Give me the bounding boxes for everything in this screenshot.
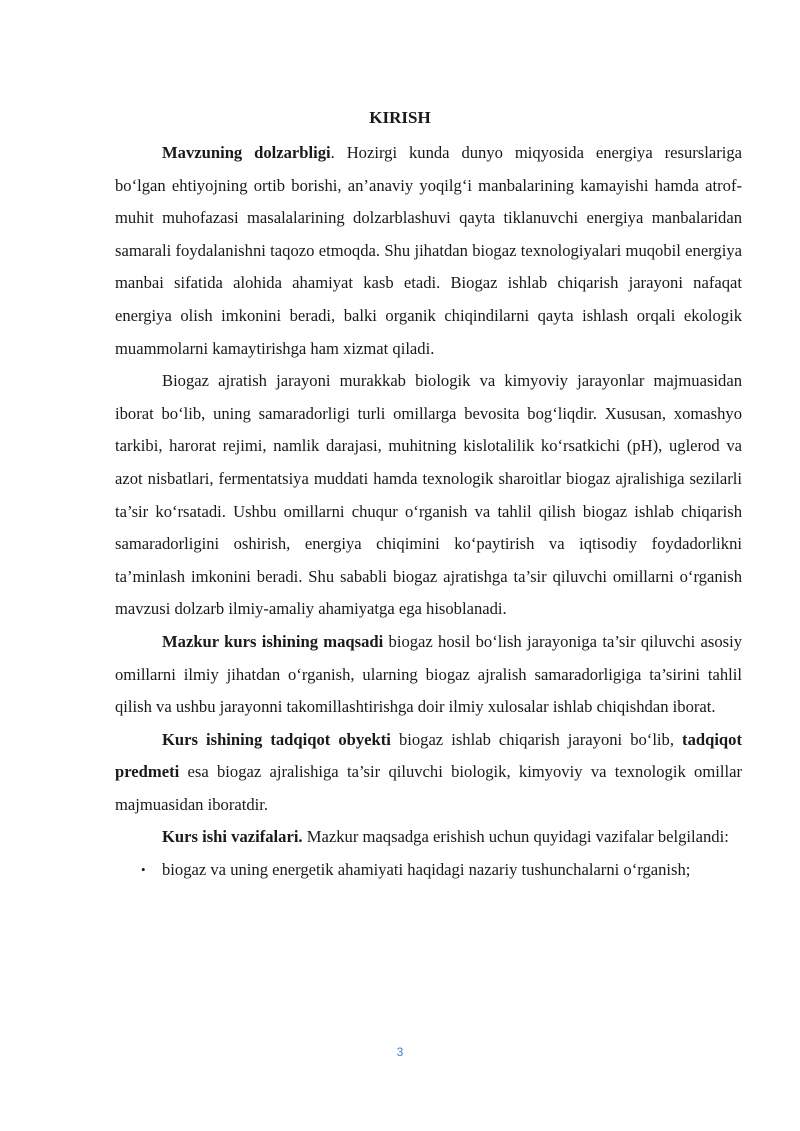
- process-text: Biogaz ajratish jarayoni murakkab biologik va kimyoviy jarayonlar majmuasidan iborat bo‘lib, uning samaradorligi turli omillarga bevosita bog‘liqdir. Xususan, xomashyo tarkibi, harorat rejimi, namlik darajasi, muhitning kislotalilik ko‘rsatkichi (pH), uglerod va azot nisbatlari, fermentatsiya muddati hamda texnologik sharoitlar biogaz ajralishiga sezilarli ta’sir ko‘rsatadi. Ushbu omillarni chuqur o‘rganish va tahlil qilish biogaz ishlab chiqarish samaradorligini oshirish, energiya chiqimini ko‘paytirish va iqtisodiy foydadorlikni ta’minlash imkonini beradi. Shu sababli biogaz ajratishga ta’sir qiluvchi omillarni o‘rganish mavzusi dolzarb ilmiy-amaliy ahamiyatga ega hisoblanadi.: [115, 371, 742, 619]
- paragraph-object-subject: [115, 724, 742, 822]
- paragraph-process: [115, 365, 742, 626]
- bullet-icon: •: [141, 862, 146, 878]
- goal-text: biogaz hosil bo‘lish jarayoniga ta’sir qiluvchi asosiy omillarni ilmiy jihatdan o‘rganish, ularning biogaz ajralish samaradorligiga ta’sirini tahlil qilish va ushbu jarayonni takomillashtirishga doir ilmiy xulosalar ishlab chiqishdan iborat.: [115, 631, 742, 717]
- subject-heading: tadqiqot predmeti: [115, 729, 742, 782]
- list-item-text: biogaz va uning energetik ahamiyati haqidagi nazariy tushunchalarni o‘rganish;: [162, 860, 691, 880]
- subject-text: esa biogaz ajralishiga ta’sir qiluvchi biologik, kimyoviy va texnologik omillar majmuasidan iboratdir.: [115, 762, 742, 814]
- paragraph-goal: [115, 626, 742, 724]
- paragraph-relevance: [115, 137, 742, 365]
- paragraph-tasks: [115, 821, 742, 854]
- relevance-text: . Hozirgi kunda dunyo miqyosida energiya resurslariga bo‘lgan ehtiyojning ortib borishi, an’anaviy yoqilg‘i manbalarining kamayishi hamda atrof-muhit muhofazasi masalalarining dolzarblashuvi qayta tiklanuvchi energiya manbalaridan samarali foydalanishni taqozo etmoqda. Shu jihatdan biogaz texnologiyalari muqobil energiya manbai sifatida alohida ahamiyat kasb etadi. Biogaz ishlab chiqarish jarayoni nafaqat energiya olish imkonini beradi, balki organik chiqindilarni qayta ishlash orqali ekologik muammolarni kamaytirishga ham xizmat qiladi.: [115, 143, 742, 358]
- page-number: 3: [396, 1045, 404, 1059]
- document-body: [115, 137, 742, 887]
- object-heading: Kurs ishining tadqiqot obyekti: [162, 729, 391, 749]
- object-text: biogaz ishlab chiqarish jarayoni bo‘lib,: [390, 729, 683, 749]
- section-title: KIRISH: [369, 108, 431, 127]
- tasks-list: [115, 854, 742, 887]
- goal-heading: Mazkur kurs ishining maqsadi: [162, 631, 384, 651]
- list-item: [115, 854, 742, 887]
- tasks-intro-text: Mazkur maqsadga erishish uchun quyidagi vazifalar belgilandi:: [302, 827, 729, 847]
- tasks-heading: Kurs ishi vazifalari.: [162, 827, 303, 847]
- relevance-heading: Mavzuning dolzarbligi: [162, 143, 331, 162]
